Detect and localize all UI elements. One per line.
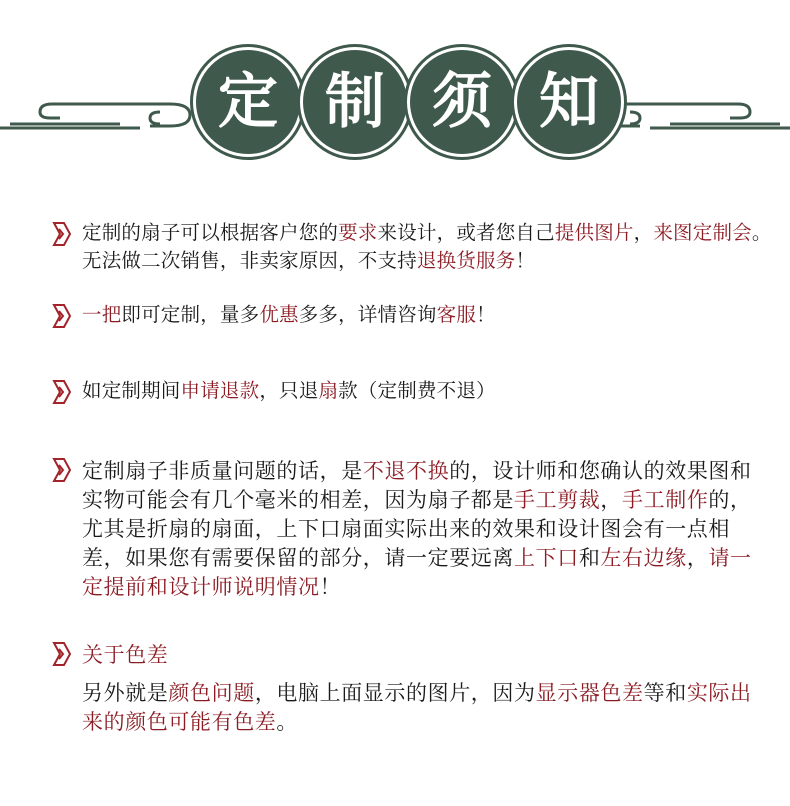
scroll-bullet-icon: [50, 640, 74, 668]
title-char: 制: [325, 67, 385, 137]
section-refund: 如定制期间申请退款，只退扇款（定制费不退）: [82, 379, 496, 402]
title-circle-2: [300, 47, 410, 157]
scroll-bullet-icon: [50, 220, 74, 248]
header-banner: [0, 0, 790, 190]
section-customization: 定制的扇子可以根据客户您的要求来设计，或者您自己提供图片，来图定制会。无法做二次销售，非卖家原因，不支持退换货服务！: [82, 221, 772, 272]
title-circle-4: [514, 47, 624, 157]
left-scroll-curl: [40, 104, 60, 118]
scroll-bullet-icon: [50, 302, 74, 330]
section-quantity: 一把即可定制，量多优惠多多，详情咨询客服！: [82, 303, 496, 326]
scroll-bullet-icon: [50, 456, 74, 484]
title-char: 须: [432, 67, 492, 137]
section-color-difference: 另外就是颜色问题，电脑上面显示的图片，因为显示器色差等和实际出来的颜色可能有色差。: [82, 681, 752, 734]
section-color-heading: 关于色差: [82, 643, 169, 667]
title-circle-1: [193, 47, 303, 157]
title-circle-3: [407, 47, 517, 157]
left-inner-curl: [150, 112, 160, 124]
right-scroll-curl: [730, 104, 750, 118]
right-inner-curl: [630, 112, 640, 124]
title-char: 定: [218, 67, 278, 137]
scroll-bullet-icon: [50, 378, 74, 406]
section-quality-notice: 定制扇子非质量问题的话，是不退不换的，设计师和您确认的效果图和实物可能会有几个毫米的相差，因为扇子都是手工剪裁，手工制作的，尤其是折扇的扇面，上下口扇面实际出来的效果和设计图会有一点相差，如果您有需要保留的部分，请一定要远离上下口和左右边缘，请一定提前和设计师说明情况！: [82, 459, 752, 599]
title-char: 知: [539, 67, 599, 137]
